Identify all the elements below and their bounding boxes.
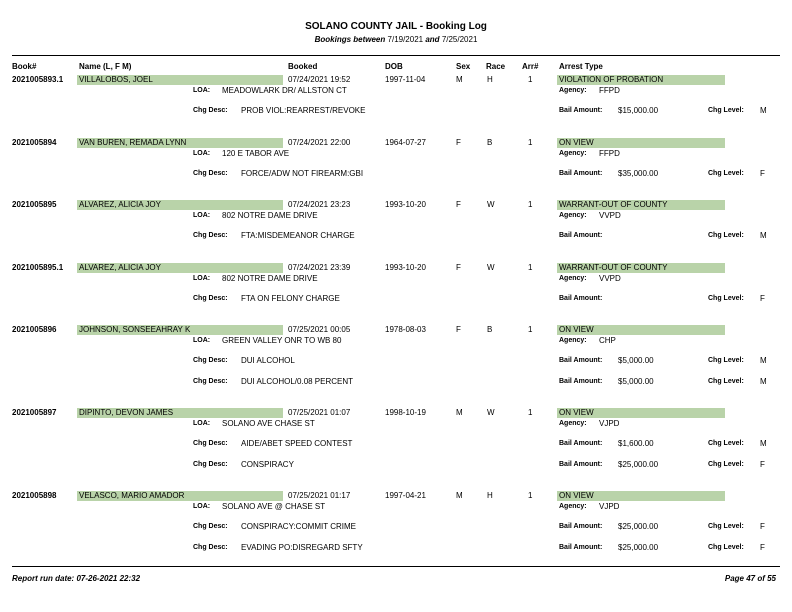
inmate-name: DIPINTO, DEVON JAMES [79, 408, 174, 417]
book-number: 2021005894 [12, 138, 57, 147]
col-race: Race [486, 62, 506, 71]
location-of-arrest: 802 NOTRE DAME DRIVE [222, 274, 318, 283]
charge-description: PROB VIOL:REARREST/REVOKE [241, 106, 366, 115]
charge-level: F [760, 522, 765, 531]
date-of-birth: 1993-10-20 [385, 200, 426, 209]
arrest-number: 1 [528, 75, 533, 84]
inmate-name: JOHNSON, SONSEEAHRAY K [79, 325, 191, 334]
book-number: 2021005893.1 [12, 75, 64, 84]
col-arr: Arr# [522, 62, 539, 71]
loa-label: LOA: [193, 420, 211, 427]
loa-label: LOA: [193, 150, 211, 157]
arrest-number: 1 [528, 491, 533, 500]
bail-amount-label: Bail Amount: [559, 544, 603, 551]
arrest-type: WARRANT-OUT OF COUNTY [559, 263, 668, 272]
sex: M [456, 491, 463, 500]
agency: VJPD [599, 502, 620, 511]
charge-level: F [760, 169, 765, 178]
inmate-name: VILLALOBOS, JOEL [79, 75, 153, 84]
bail-amount: $5,000.00 [618, 356, 654, 365]
bail-amount: $25,000.00 [618, 460, 659, 469]
subtitle-start-date: 7/19/2021 [387, 35, 424, 44]
charge-description: EVADING PO:DISREGARD SFTY [241, 543, 363, 552]
arrest-type: ON VIEW [559, 408, 594, 417]
agency-label: Agency: [559, 337, 587, 344]
report-subtitle [0, 35, 792, 44]
date-of-birth: 1998-10-19 [385, 408, 426, 417]
location-of-arrest: GREEN VALLEY ONR TO WB 80 [222, 336, 342, 345]
race: H [487, 75, 493, 84]
charge-description: FTA ON FELONY CHARGE [241, 294, 340, 303]
chg-level-label: Chg Level: [708, 523, 744, 530]
charge-level: M [760, 106, 767, 115]
race: H [487, 491, 493, 500]
sex: F [456, 263, 461, 272]
chg-desc-label: Chg Desc: [193, 461, 228, 468]
loa-label: LOA: [193, 212, 211, 219]
agency-label: Agency: [559, 212, 587, 219]
booked-datetime: 07/25/2021 01:07 [288, 408, 351, 417]
chg-level-label: Chg Level: [708, 544, 744, 551]
book-number: 2021005897 [12, 408, 57, 417]
bail-amount-label: Bail Amount: [559, 357, 603, 364]
loa-label: LOA: [193, 503, 211, 510]
arrest-number: 1 [528, 408, 533, 417]
charge-description: CONSPIRACY [241, 460, 294, 469]
agency: VJPD [599, 419, 620, 428]
booked-datetime: 07/24/2021 23:39 [288, 263, 351, 272]
book-number: 2021005898 [12, 491, 57, 500]
page-number: Page 47 of 55 [724, 574, 776, 583]
arrest-type: ON VIEW [559, 138, 594, 147]
col-booked: Booked [288, 62, 318, 71]
arrest-number: 1 [528, 263, 533, 272]
bail-amount: $25,000.00 [618, 522, 659, 531]
booked-datetime: 07/24/2021 19:52 [288, 75, 351, 84]
bail-amount-label: Bail Amount: [559, 378, 603, 385]
date-of-birth: 1978-08-03 [385, 325, 426, 334]
chg-desc-label: Chg Desc: [193, 295, 228, 302]
arrest-type: WARRANT-OUT OF COUNTY [559, 200, 668, 209]
arrest-number: 1 [528, 325, 533, 334]
race: B [487, 138, 493, 147]
inmate-name: VAN BUREN, REMADA LYNN [79, 138, 187, 147]
bail-amount: $5,000.00 [618, 377, 654, 386]
loa-label: LOA: [193, 337, 211, 344]
date-of-birth: 1997-11-04 [385, 75, 426, 84]
charge-level: F [760, 460, 765, 469]
location-of-arrest: MEADOWLARK DR/ ALLSTON CT [222, 86, 347, 95]
inmate-name: ALVAREZ, ALICIA JOY [79, 200, 161, 209]
arrest-type: ON VIEW [559, 325, 594, 334]
book-number: 2021005895 [12, 200, 57, 209]
charge-level: F [760, 543, 765, 552]
sex: F [456, 325, 461, 334]
location-of-arrest: 120 E TABOR AVE [222, 149, 290, 158]
col-arrest-type: Arrest Type [559, 62, 603, 71]
chg-level-label: Chg Level: [708, 440, 744, 447]
sex: F [456, 138, 461, 147]
col-name: Name (L, F M) [79, 62, 132, 71]
chg-level-label: Chg Level: [708, 107, 744, 114]
location-of-arrest: SOLANO AVE CHASE ST [222, 419, 315, 428]
agency-label: Agency: [559, 503, 587, 510]
booked-datetime: 07/24/2021 23:23 [288, 200, 351, 209]
arrest-number: 1 [528, 138, 533, 147]
agency-label: Agency: [559, 420, 587, 427]
charge-level: M [760, 377, 767, 386]
chg-level-label: Chg Level: [708, 357, 744, 364]
chg-level-label: Chg Level: [708, 378, 744, 385]
subtitle-end-date: 7/25/2021 [441, 35, 478, 44]
col-sex: Sex [456, 62, 471, 71]
sex: M [456, 75, 463, 84]
booked-datetime: 07/25/2021 01:17 [288, 491, 351, 500]
loa-label: LOA: [193, 87, 211, 94]
bail-amount: $35,000.00 [618, 169, 659, 178]
charge-level: M [760, 439, 767, 448]
report-title: SOLANO COUNTY JAIL - Booking Log [305, 21, 487, 32]
col-book: Book# [12, 62, 37, 71]
date-of-birth: 1964-07-27 [385, 138, 426, 147]
loa-label: LOA: [193, 275, 211, 282]
book-number: 2021005896 [12, 325, 57, 334]
chg-desc-label: Chg Desc: [193, 107, 228, 114]
bail-amount-label: Bail Amount: [559, 461, 603, 468]
charge-description: FTA:MISDEMEANOR CHARGE [241, 231, 355, 240]
agency-label: Agency: [559, 275, 587, 282]
charge-description: AIDE/ABET SPEED CONTEST [241, 439, 353, 448]
agency: FFPD [599, 86, 620, 95]
bail-amount-label: Bail Amount: [559, 295, 603, 302]
agency: VVPD [599, 274, 621, 283]
charge-level: M [760, 356, 767, 365]
report-run-date: Report run date: 07-26-2021 22:32 [12, 574, 141, 583]
booked-datetime: 07/25/2021 00:05 [288, 325, 351, 334]
chg-level-label: Chg Level: [708, 232, 744, 239]
chg-desc-label: Chg Desc: [193, 232, 228, 239]
location-of-arrest: 802 NOTRE DAME DRIVE [222, 211, 318, 220]
booked-datetime: 07/24/2021 22:00 [288, 138, 351, 147]
book-number: 2021005895.1 [12, 263, 64, 272]
charge-description: DUI ALCOHOL/0.08 PERCENT [241, 377, 354, 386]
race: B [487, 325, 493, 334]
bail-amount: $15,000.00 [618, 106, 659, 115]
col-dob: DOB [385, 62, 403, 71]
charge-description: CONSPIRACY:COMMIT CRIME [241, 522, 356, 531]
charge-description: DUI ALCOHOL [241, 356, 295, 365]
inmate-name: VELASCO, MARIO AMADOR [79, 491, 185, 500]
bail-amount: $25,000.00 [618, 543, 659, 552]
chg-desc-label: Chg Desc: [193, 170, 228, 177]
bail-amount-label: Bail Amount: [559, 232, 603, 239]
subtitle-prefix: Bookings between [314, 35, 386, 44]
footer-rule [12, 566, 780, 567]
bail-amount-label: Bail Amount: [559, 170, 603, 177]
location-of-arrest: SOLANO AVE @ CHASE ST [222, 502, 326, 511]
date-of-birth: 1993-10-20 [385, 263, 426, 272]
charge-description: FORCE/ADW NOT FIREARM:GBI [241, 169, 364, 178]
race: W [487, 408, 495, 417]
charge-level: F [760, 294, 765, 303]
date-of-birth: 1997-04-21 [385, 491, 426, 500]
charge-level: M [760, 231, 767, 240]
agency: CHP [599, 336, 616, 345]
chg-level-label: Chg Level: [708, 295, 744, 302]
chg-level-label: Chg Level: [708, 170, 744, 177]
bail-amount-label: Bail Amount: [559, 107, 603, 114]
agency: FFPD [599, 149, 620, 158]
agency: VVPD [599, 211, 621, 220]
sex: M [456, 408, 463, 417]
agency-label: Agency: [559, 150, 587, 157]
bail-amount-label: Bail Amount: [559, 523, 603, 530]
header-rule [12, 55, 780, 56]
race: W [487, 263, 495, 272]
inmate-name: ALVAREZ, ALICIA JOY [79, 263, 161, 272]
agency-label: Agency: [559, 87, 587, 94]
chg-desc-label: Chg Desc: [193, 523, 228, 530]
bail-amount: $1,600.00 [618, 439, 654, 448]
chg-level-label: Chg Level: [708, 461, 744, 468]
chg-desc-label: Chg Desc: [193, 440, 228, 447]
bail-amount-label: Bail Amount: [559, 440, 603, 447]
arrest-type: VIOLATION OF PROBATION [559, 75, 664, 84]
chg-desc-label: Chg Desc: [193, 378, 228, 385]
chg-desc-label: Chg Desc: [193, 357, 228, 364]
arrest-type: ON VIEW [559, 491, 594, 500]
arrest-number: 1 [528, 200, 533, 209]
race: W [487, 200, 495, 209]
sex: F [456, 200, 461, 209]
chg-desc-label: Chg Desc: [193, 544, 228, 551]
subtitle-and: and [425, 35, 440, 44]
